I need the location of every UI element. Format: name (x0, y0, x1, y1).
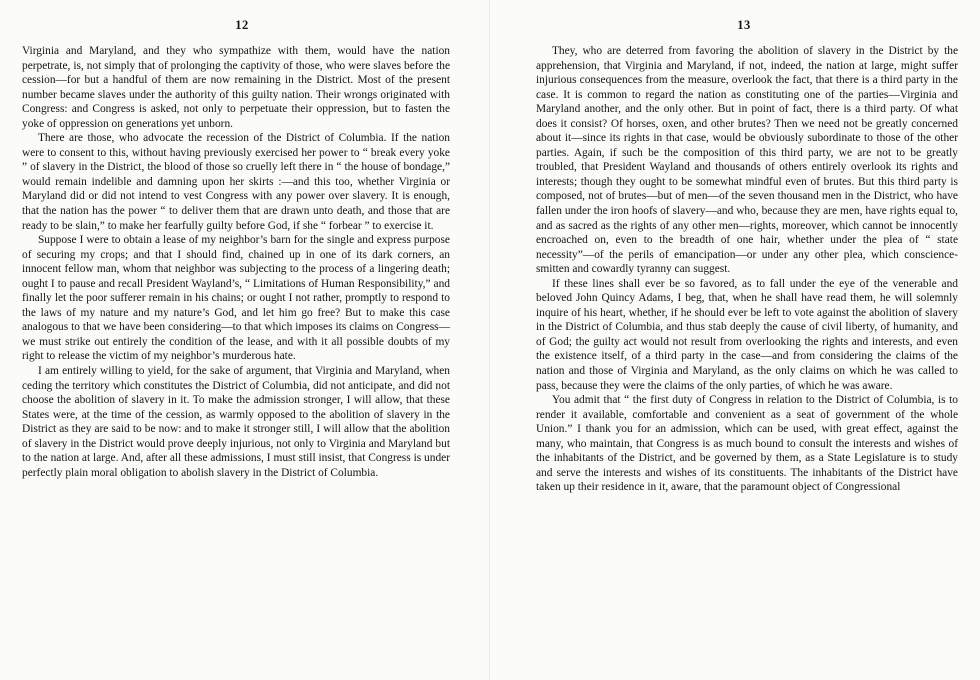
paragraph: They, who are deterred from favoring the abolition of slavery in the District by the apprehension, that Virginia and Maryland, if not, indeed, the nation at large, might suffer injurious consequences from the measure, overlook the fact, that there is a third party in the case. It is common to regard the nation as constituting one of the parties—Virginia and Maryland another, and the only other. But in point of fact, there is a third party. Of what does it consist? Of horses, oxen, and other brutes? Then we need not be greatly concerned about it—since its rights in that case, would be obviously subordinate to those of the other parties. Again, if such be the composition of this third party, we are not to be greatly troubled, that President Wayland and thousands of others entirely overlook its rights and interests; though they ought to be somewhat mindful even of brutes. But this third party is composed, not of brutes—but of men—of the seven thousand men in the District, who have fallen under the iron hoofs of slavery—and who, because they are men, have rights equal to, and as sacred as the rights of any other men—rights, moreover, which cannot be innocently encroached on, even to the breadth of one hair, whether under the plea of “ state necessity”—of the perils of emancipation—or under any other plea, which conscience-smitten and cowardly tyranny can suggest. (536, 45, 958, 276)
page-number-right: 13 (737, 18, 751, 32)
page-number-left: 12 (235, 18, 249, 32)
paragraph: If these lines shall ever be so favored, as to fall under the eye of the venerable and beloved John Quincy Adams, I beg, that, when he shall have read them, he will solemnly inquire of his heart, whether, if he should ever be left to vote against the abolition of slavery in the District of Columbia, and thus stab deeply the cause of civil liberty, of humanity, and of God; the guilty act would not result from overlooking the rights and interests, and even the existence itself, of a third party in the case—and from considering the claims of the nation and those of Virginia and Maryland, as the only claims on which he was called to pass, because they were the claims of the only parties, of which he was aware. (536, 277, 958, 392)
left-page-text (22, 44, 450, 480)
right-page-text (536, 44, 958, 495)
right-page (490, 0, 980, 680)
paragraph: I am entirely willing to yield, for the sake of argument, that Virginia and Maryland, when ceding the territory which constitutes the District of Columbia, did not anticipate, and did not choose the abolition of slavery in it. To make the admission stronger, I will allow, that these States were, at the time of the cession, as warmly opposed to the abolition of slavery in the District as they are said to be now: and to make it stronger still, I will allow that the abolition of slavery in the District would prove deeply injurious, not only to Virginia and Maryland but to the nation at large. And, after all these admissions, I must still insist, that Congress is under perfectly plain moral obligation to abolish slavery in the District of Columbia. (22, 365, 450, 479)
paragraph: Virginia and Maryland, and they who sympathize with them, would have the nation perpetrate, is, not simply that of prolonging the captivity of those, who were slaves before the cession—for but a handful of them are now remaining in the District. Most of the present number became slaves under the authority of this guilty nation. Their wrongs originated with Congress: and Congress is asked, not only to perpetuate their oppression, but to fasten the yoke of oppression on generations yet unborn. (22, 45, 450, 130)
paragraph: Suppose I were to obtain a lease of my neighbor’s barn for the single and express purpose of securing my crops; and that I should find, chained up in one of its dark corners, an innocent fellow man, whom that neighbor was subjecting to the process of a lingering death; ought I to pause and recall President Wayland’s, “ Limitations of Human Responsibility,” and finally let the poor sufferer remain in his chains; or ought I not rather, promptly to respond to the laws of my nature and my nature’s God, and let him go free? But to make this case analogous to that we have been considering—to that which imposes its claims on Congress—we must strike out entirely the condition of the lease, and with it all possible doubts of my right to release the victim of my neighbor’s murderous hate. (22, 234, 450, 363)
paragraph: There are those, who advocate the recession of the District of Columbia. If the nation were to consent to this, without having previously exercised her power to “ break every yoke ” of slavery in the District, the blood of those so cruelly left there in “ the house of bondage,” would remain indelible and damning upon her skirts :—and this too, whether Virginia or Maryland did or did not intend to vest Congress with any power over slavery. It is enough, that the nation has the power “ to deliver them that are drawn unto death, and those that are ready to be slain,” to make her fearfully guilty before God, if she “ forbear ” to exercise it. (22, 132, 450, 232)
paragraph: You admit that “ the first duty of Congress in relation to the District of Columbia, is to render it available, comfortable and convenient as a seat of government of the whole Union.” I thank you for an admission, which can be used, with great effect, against the many, who maintain, that Congress is as much bound to consult the interests and wishes of the inhabitants of the District, and be governed by them, as a State Legislature is to study and serve the interests and wishes of its constituents. The inhabitants of the District have taken up their residence in it, aware, that the paramount object of Congressional (536, 394, 958, 494)
